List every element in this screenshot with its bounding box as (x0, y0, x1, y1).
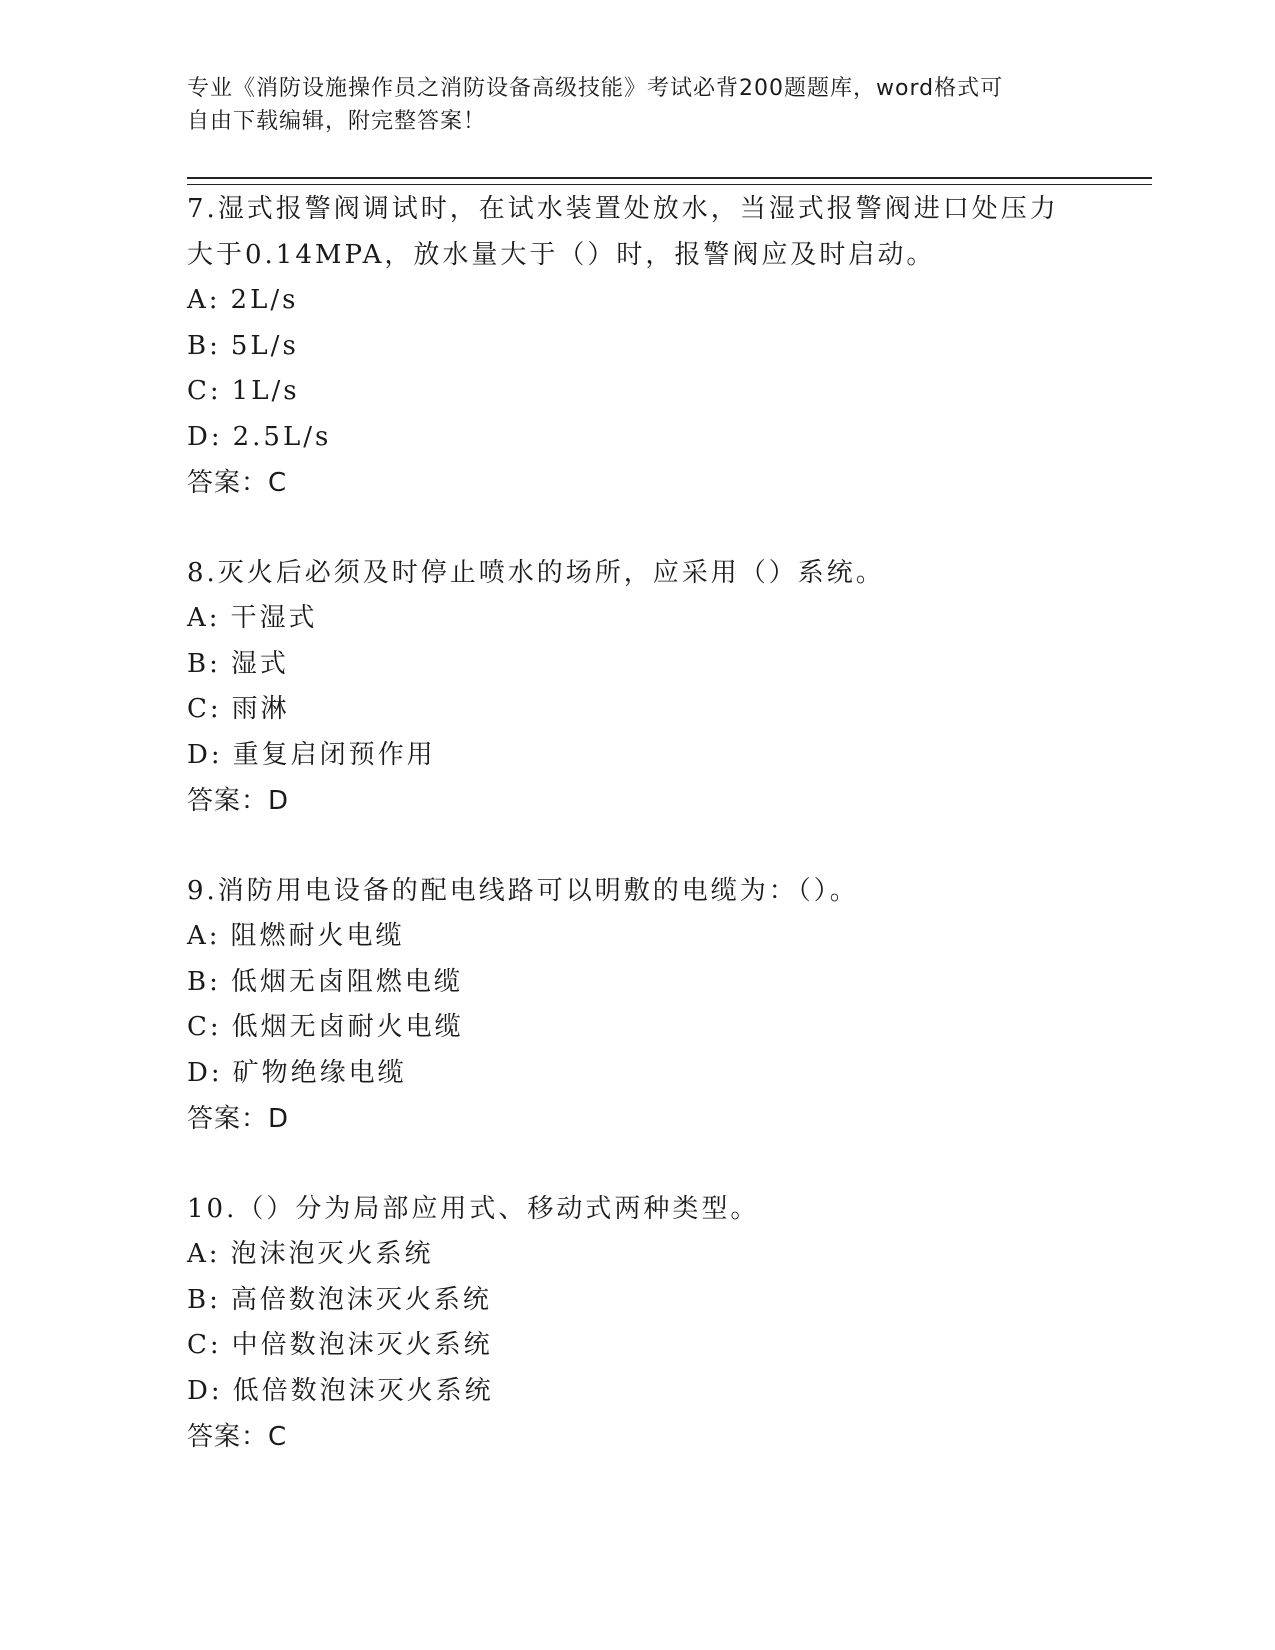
option-text: 低烟无卤耐火电缆 (231, 1012, 464, 1042)
header-line-2: 自由下载编辑，附完整答案！ (187, 109, 487, 134)
option-text: 低烟无卤阻燃电缆 (230, 966, 463, 997)
option-c (187, 1323, 1087, 1369)
question-text: 10.（）分为局部应用式、移动式两种类型。 (187, 1194, 760, 1224)
option-text: 雨淋 (231, 694, 290, 724)
option-letter: A: (187, 921, 221, 951)
option-d (187, 1369, 1087, 1415)
question-text: 7.湿式报警阀调试时，在试水装置处放水，当湿式报警阀进口处压力大于0.14MPA，放水量大于（）时，报警阀应及时启动。 (187, 194, 1059, 270)
option-a (187, 914, 1087, 960)
option-c (187, 687, 1087, 733)
option-d (187, 733, 1087, 779)
option-letter: A: (187, 1239, 221, 1269)
option-letter: C: (187, 694, 222, 724)
option-b (187, 960, 1087, 1006)
option-a (187, 1232, 1087, 1278)
question-list (187, 186, 1087, 1504)
option-letter: C: (187, 1330, 222, 1360)
question-text: 9.消防用电设备的配电线路可以明敷的电缆为：（）。 (187, 876, 859, 906)
header-divider-thin (187, 184, 1152, 185)
question-10 (187, 1186, 1087, 1460)
option-text: 2.5L/s (232, 421, 332, 452)
question-9 (187, 868, 1087, 1142)
option-letter: B: (187, 1284, 221, 1315)
option-letter: C: (187, 376, 222, 406)
option-b (187, 324, 1087, 370)
option-letter: D: (187, 1375, 223, 1406)
option-d (187, 1051, 1087, 1097)
option-a (187, 278, 1087, 324)
answer-line: 答案：C (187, 468, 288, 498)
answer-line: 答案：D (187, 1104, 290, 1134)
option-text: 泡沫泡灭火系统 (230, 1239, 434, 1269)
option-a (187, 596, 1087, 642)
option-text: 湿式 (230, 648, 289, 679)
option-b (187, 642, 1087, 688)
option-text: 低倍数泡沫灭火系统 (232, 1375, 494, 1406)
option-letter: D: (187, 739, 223, 770)
option-text: 矿物绝缘电缆 (232, 1057, 407, 1088)
option-c (187, 1005, 1087, 1051)
option-text: 1L/s (231, 376, 300, 406)
option-text: 干湿式 (230, 603, 318, 633)
option-letter: B: (187, 648, 221, 679)
option-letter: B: (187, 330, 221, 361)
option-letter: D: (187, 1057, 223, 1088)
option-text: 5L/s (230, 330, 299, 361)
answer-line: 答案：D (187, 786, 290, 816)
header-divider-thick (187, 177, 1152, 179)
option-letter: B: (187, 966, 221, 997)
answer-line: 答案：C (187, 1422, 288, 1452)
option-letter: D: (187, 421, 223, 452)
option-b (187, 1278, 1087, 1324)
option-text: 中倍数泡沫灭火系统 (231, 1330, 493, 1360)
option-letter: A: (187, 285, 221, 315)
option-d (187, 415, 1087, 461)
option-text: 2L/s (230, 285, 299, 315)
option-c (187, 369, 1087, 415)
option-letter: C: (187, 1012, 222, 1042)
header-line-1: 专业《消防设施操作员之消防设备高级技能》考试必背200题题库，word格式可 (187, 76, 1004, 101)
option-text: 高倍数泡沫灭火系统 (230, 1284, 492, 1315)
question-7 (187, 186, 1087, 506)
document-header (187, 72, 1077, 138)
option-text: 重复启闭预作用 (232, 739, 436, 770)
question-text: 8.灭火后必须及时停止喷水的场所，应采用（）系统。 (187, 558, 885, 588)
question-8 (187, 550, 1087, 824)
option-letter: A: (187, 603, 221, 633)
option-text: 阻燃耐火电缆 (230, 921, 405, 951)
